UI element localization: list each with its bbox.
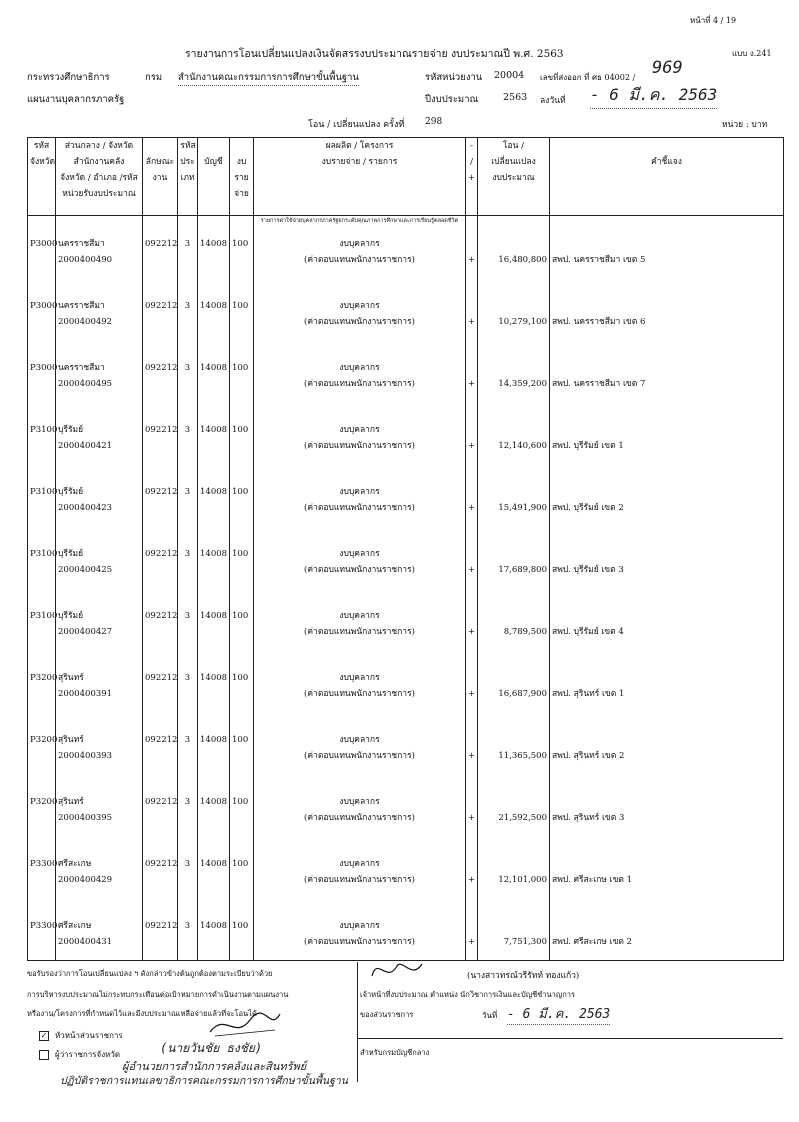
budget-item: งบบุคลากร	[339, 424, 380, 435]
budget-item: งบบุคลากร	[339, 673, 380, 684]
budget-detail: (ค่าตอบแทนพนักงานราชการ)	[304, 813, 415, 824]
header-c4: งบ ราย จ่าย	[230, 138, 254, 216]
expense-code: 100	[232, 548, 249, 559]
work-code: 092212	[145, 921, 178, 932]
sign: +	[468, 626, 476, 637]
agency-name: บุรีรัมย์	[58, 548, 84, 559]
work-code: 092212	[145, 673, 178, 684]
type-code: 3	[184, 300, 191, 311]
agency-name: นครราชสีมา	[58, 300, 105, 311]
account-code: 14008	[200, 859, 228, 870]
agency-code: 2000400495	[58, 378, 113, 389]
agency-code: 2000400490	[58, 255, 113, 266]
unit-label: หน่วย : บาท	[722, 120, 768, 130]
header-province-code: รหัส จังหวัด	[28, 138, 56, 216]
type-code: 3	[184, 486, 191, 497]
type-code: 3	[184, 797, 191, 808]
account-code: 14008	[200, 610, 228, 621]
budget-detail: (ค่าตอบแทนพนักงานราชการ)	[304, 689, 415, 700]
expense-code: 100	[232, 859, 249, 870]
table-row	[28, 402, 784, 464]
amount: 21,592,500	[498, 813, 547, 824]
date-label: ลงวันที่	[540, 96, 566, 106]
plan-label: แผนงานบุคลากรภาครัฐ	[27, 94, 125, 105]
note: สพป. ศรีสะเกษ เขต 1	[552, 875, 633, 886]
work-code: 092212	[145, 239, 178, 250]
province-code: P3100	[30, 486, 58, 497]
table-row	[28, 464, 784, 526]
province-code: P3100	[30, 548, 58, 559]
agency-name: บุรีรัมย์	[58, 486, 84, 497]
expense-code: 100	[232, 239, 249, 250]
doc-no-value: 969	[652, 58, 683, 78]
officer-name: (นางสาวทรณ์วรีรัทท์ ทองแก้ว)	[467, 971, 580, 981]
empty-box-icon[interactable]	[39, 1050, 49, 1060]
type-code: 3	[184, 362, 191, 373]
account-code: 14008	[200, 548, 228, 559]
expense-code: 100	[232, 362, 249, 373]
type-code: 3	[184, 673, 191, 684]
account-code: 14008	[200, 797, 228, 808]
agency-code: 2000400391	[58, 689, 113, 700]
sign: +	[468, 502, 476, 513]
budget-item: งบบุคลากร	[339, 610, 380, 621]
account-code: 14008	[200, 362, 228, 373]
table-row	[28, 588, 784, 650]
province-code: P3200	[30, 797, 58, 808]
agency-name: ศรีสะเกษ	[58, 859, 92, 870]
account-code: 14008	[200, 486, 228, 497]
agency-code: 2000400431	[58, 937, 113, 948]
work-code: 092212	[145, 424, 178, 435]
header-amount: โอน / เปลี่ยนแปลง งบประมาณ	[478, 138, 550, 216]
central-dept-label: สำหรับกรมบัญชีกลาง	[360, 1048, 430, 1057]
work-code: 092212	[145, 486, 178, 497]
dept-label: กรม	[145, 72, 163, 83]
note: สพป. สุรินทร์ เขต 1	[552, 689, 625, 700]
budget-item: งบบุคลากร	[339, 486, 380, 497]
type-code: 3	[184, 548, 191, 559]
expense-code: 100	[232, 300, 249, 311]
table-row	[28, 650, 784, 712]
expense-code: 100	[232, 797, 249, 808]
header-c1: รหัส ลักษณะ งาน	[143, 138, 178, 216]
agency-code: 2000400492	[58, 316, 113, 327]
officer-date-label: วันที่	[482, 1011, 498, 1020]
signature-area	[27, 962, 783, 1087]
amount: 16,687,900	[498, 689, 547, 700]
agency-code: 2000400429	[58, 875, 113, 886]
note: สพป. นครราชสีมา เขต 7	[552, 378, 646, 389]
work-code: 092212	[145, 735, 178, 746]
checkbox-head[interactable]: ✓ หัวหน้าส่วนราชการ	[40, 1031, 123, 1040]
type-code: 3	[184, 735, 191, 746]
budget-detail: (ค่าตอบแทนพนักงานราชการ)	[304, 440, 415, 451]
province-code: P3000	[30, 300, 58, 311]
table-header	[28, 138, 784, 216]
work-code: 092212	[145, 859, 178, 870]
agency-code: 2000400421	[58, 440, 113, 451]
province-code: P3200	[30, 735, 58, 746]
agency-name: สุรินทร์	[58, 735, 84, 746]
table-row	[28, 836, 784, 898]
budget-item: งบบุคลากร	[339, 548, 380, 559]
agency-code: 2000400423	[58, 502, 113, 513]
work-code: 092212	[145, 548, 178, 559]
transfer-label: โอน / เปลี่ยนแปลง ครั้งที่	[308, 120, 405, 130]
agency-name: ศรีสะเกษ	[58, 921, 92, 932]
signer-title-1: ผู้อำนวยการสำนักการคลังและสินทรัพย์	[122, 1060, 307, 1073]
table-row	[28, 278, 784, 340]
amount: 14,359,200	[498, 378, 547, 389]
page-number: หน้าที่ 4 / 19	[690, 16, 737, 25]
province-code: P3100	[30, 424, 58, 435]
work-code: 092212	[145, 362, 178, 373]
province-code: P3300	[30, 859, 58, 870]
type-code: 3	[184, 859, 191, 870]
note: สพป. บุรีรัมย์ เขต 4	[552, 626, 624, 637]
work-code: 092212	[145, 610, 178, 621]
budget-item: งบบุคลากร	[339, 921, 380, 932]
note: สพป. ศรีสะเกษ เขต 2	[552, 937, 633, 948]
budget-item: งบบุคลากร	[339, 859, 380, 870]
unit-code-label: รหัสหน่วยงาน	[425, 72, 483, 83]
ministry-label: กระทรวงศึกษาธิการ	[27, 72, 110, 83]
officer-date-value: - 6 มี.ค. 2563	[507, 1003, 610, 1025]
budget-detail: (ค่าตอบแทนพนักงานราชการ)	[304, 751, 415, 762]
budget-detail: (ค่าตอบแทนพนักงานราชการ)	[304, 255, 415, 266]
sign: +	[468, 440, 476, 451]
signer-title-2: ปฏิบัติราชการแทนเลขาธิการคณะกรรมการการศึกษาขั้นพื้นฐาน	[60, 1075, 348, 1087]
checked-box-icon[interactable]: ✓	[40, 1031, 48, 1040]
agency-name: นครราชสีมา	[58, 239, 105, 250]
sign: +	[468, 689, 476, 700]
certify-line-1: ขอรับรองว่าการโอนเปลี่ยนแปลง ฯ ดังกล่าวข้างต้นถูกต้องตามระเบียบว่าด้วย	[27, 969, 273, 978]
province-code: P3000	[30, 239, 58, 250]
work-code: 092212	[145, 797, 178, 808]
certify-line-2: การบริหารงบประมาณไม่กระทบกระเทือนต่อเป้าหมายการดำเนินงานตามแผนงาน	[27, 990, 289, 999]
expense-code: 100	[232, 735, 249, 746]
sign: +	[468, 564, 476, 575]
sign: +	[468, 875, 476, 886]
agency-name: สุรินทร์	[58, 797, 84, 808]
agency-code: 2000400393	[58, 751, 113, 762]
agency-code: 2000400395	[58, 813, 113, 824]
amount: 10,279,100	[498, 316, 547, 327]
header-sign: - / +	[466, 138, 478, 216]
note: สพป. นครราชสีมา เขต 5	[552, 255, 646, 266]
officer-title: เจ้าหน้าที่งบประมาณ ตำแหน่ง นักวิชาการเงินและบัญชีชำนาญการ	[360, 990, 575, 999]
budget-detail: (ค่าตอบแทนพนักงานราชการ)	[304, 564, 415, 575]
work-code: 092212	[145, 300, 178, 311]
header-note: คำชี้แจง	[550, 138, 784, 216]
transfer-table	[27, 137, 784, 961]
expense-code: 100	[232, 486, 249, 497]
fiscal-year-value: 2563	[503, 92, 528, 103]
table-row	[28, 526, 784, 588]
sign: +	[468, 255, 476, 266]
form-code: แบบ ง.241	[732, 49, 772, 58]
province-code: P3100	[30, 610, 58, 621]
budget-item: งบบุคลากร	[339, 735, 380, 746]
account-code: 14008	[200, 239, 228, 250]
table-row	[28, 340, 784, 402]
fiscal-year-label: ปีงบประมาณ	[425, 94, 479, 105]
expense-code: 100	[232, 424, 249, 435]
account-code: 14008	[200, 424, 228, 435]
province-code: P3000	[30, 362, 58, 373]
budget-detail: (ค่าตอบแทนพนักงานราชการ)	[304, 316, 415, 327]
account-code: 14008	[200, 673, 228, 684]
amount: 17,689,800	[498, 564, 547, 575]
amount: 12,101,000	[498, 875, 547, 886]
budget-detail: (ค่าตอบแทนพนักงานราชการ)	[304, 937, 415, 948]
amount: 16,480,800	[498, 255, 547, 266]
type-code: 3	[184, 239, 191, 250]
amount: 8,789,500	[503, 626, 547, 637]
agency-code: 2000400427	[58, 626, 113, 637]
account-code: 14008	[200, 300, 228, 311]
agency-name: นครราชสีมา	[58, 362, 105, 373]
amount: 11,365,500	[498, 751, 547, 762]
amount: 12,140,600	[498, 440, 547, 451]
transfer-number: 298	[425, 117, 443, 127]
sign: +	[468, 316, 476, 327]
table-row	[28, 774, 784, 836]
agency-name: บุรีรัมย์	[58, 610, 84, 621]
account-code: 14008	[200, 921, 228, 932]
signer-name: (นายวันชัย ธงชัย)	[160, 1041, 263, 1055]
table-row	[28, 712, 784, 774]
budget-item: งบบุคลากร	[339, 239, 380, 250]
signature-right	[367, 956, 427, 986]
signature-left	[205, 1002, 285, 1042]
agency-code: 2000400425	[58, 564, 113, 575]
date-value: - 6 มี.ค. 2563	[590, 83, 717, 109]
doc-no-label: เลขที่ส่งออก ที่ ศธ 04002 /	[540, 73, 636, 82]
note: สพป. บุรีรัมย์ เขต 2	[552, 502, 624, 513]
agency-name: สุรินทร์	[58, 673, 84, 684]
sign: +	[468, 937, 476, 948]
note: สพป. บุรีรัมย์ เขต 3	[552, 564, 624, 575]
unit-code-value: 20004	[494, 70, 525, 81]
province-code: P3300	[30, 921, 58, 932]
table-row	[28, 898, 784, 960]
budget-item: งบบุคลากร	[339, 362, 380, 373]
sign: +	[468, 751, 476, 762]
officer-agency: ของส่วนราชการ	[360, 1010, 414, 1019]
header-c2: ประ เภท	[178, 138, 198, 216]
project-line: รายการค่าใช้จ่ายบุคลากรภาครัฐยกระดับคุณภาพการศึกษาและการเรียนรู้ตลอดชีวิต	[260, 218, 459, 225]
note: สพป. บุรีรัมย์ เขต 1	[552, 440, 624, 451]
amount: 15,491,900	[498, 502, 547, 513]
budget-item: งบบุคลากร	[339, 300, 380, 311]
sign: +	[468, 813, 476, 824]
header-output: ผลผลิต / โครงการ งบรายจ่าย / รายการ	[254, 138, 466, 216]
note: สพป. สุรินทร์ เขต 2	[552, 751, 625, 762]
header-agency: ส่วนกลาง / จังหวัด สำนักงานคลัง จังหวัด / อำเภอ /รหัส หน่วยรับงบประมาณ	[56, 138, 143, 216]
note: สพป. สุรินทร์ เขต 3	[552, 813, 625, 824]
report-title: รายงานการโอนเปลี่ยนแปลงเงินจัดสรรงบประมาณรายจ่าย งบประมาณปี พ.ศ. 2563	[185, 48, 564, 60]
type-code: 3	[184, 921, 191, 932]
type-code: 3	[184, 610, 191, 621]
note: สพป. นครราชสีมา เขต 6	[552, 316, 646, 327]
checkbox-governor[interactable]: ผู้ว่าราชการจังหวัด	[39, 1048, 120, 1061]
budget-detail: (ค่าตอบแทนพนักงานราชการ)	[304, 875, 415, 886]
certify-line-3: หรืองาน/โครงการที่กำหนดไว้และมีงบประมาณเหลือจ่ายแล้วที่จะโอนได้	[27, 1009, 257, 1018]
agency-name: บุรีรัมย์	[58, 424, 84, 435]
sign: +	[468, 378, 476, 389]
expense-code: 100	[232, 921, 249, 932]
account-code: 14008	[200, 735, 228, 746]
header-c3: บัญชี	[198, 138, 230, 216]
type-code: 3	[184, 424, 191, 435]
budget-item: งบบุคลากร	[339, 797, 380, 808]
budget-detail: (ค่าตอบแทนพนักงานราชการ)	[304, 378, 415, 389]
dept-value: สำนักงานคณะกรรมการการศึกษาขั้นพื้นฐาน	[178, 70, 359, 86]
amount: 7,751,300	[503, 937, 547, 948]
budget-detail: (ค่าตอบแทนพนักงานราชการ)	[304, 626, 415, 637]
expense-code: 100	[232, 610, 249, 621]
budget-detail: (ค่าตอบแทนพนักงานราชการ)	[304, 502, 415, 513]
province-code: P3200	[30, 673, 58, 684]
table-row	[28, 216, 784, 278]
expense-code: 100	[232, 673, 249, 684]
